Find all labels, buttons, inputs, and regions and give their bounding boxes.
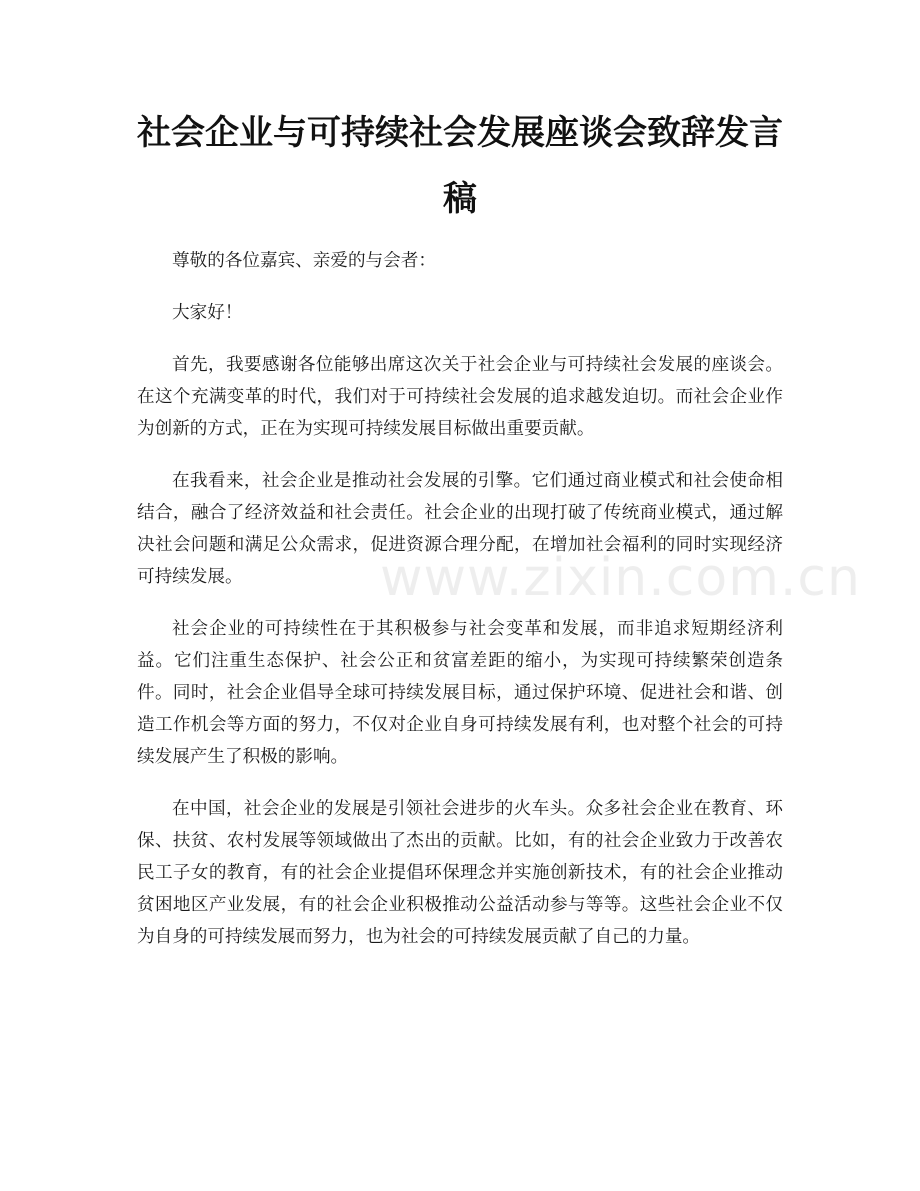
greeting: 大家好！ <box>172 303 243 323</box>
paragraph-sustainability: 社会企业的可持续性在于其积极参与社会变革和发展，而非追求短期经济利益。它们注重生态保护、社会公正和贫富差距的缩小，为实现可持续繁荣创造条件。同时，社会企业倡导全球可持续发展目标，通过保护环境、促进社会和谐、创造工作机会等方面的努力，不仅对企业自身可持续发展有利，也对整个社会的可持续发展产生了积极的影响。 <box>137 619 783 767</box>
paragraph-engine: 在我看来，社会企业是推动社会发展的引擎。它们通过商业模式和社会使命相结合，融合了经济效益和社会责任。社会企业的出现打破了传统商业模式，通过解决社会问题和满足公众需求，促进资源合理分配，在增加社会福利的同时实现经济可持续发展。 <box>137 471 783 587</box>
paragraph-china: 在中国，社会企业的发展是引领社会进步的火车头。众多社会企业在教育、环保、扶贫、农村发展等领域做出了杰出的贡献。比如，有的社会企业致力于改善农民工子女的教育，有的社会企业提倡环保理念并实施创新技术，有的社会企业推动贫困地区产业发展，有的社会企业积极推动公益活动参与等等。这些社会企业不仅为自身的可持续发展而努力，也为社会的可持续发展贡献了自己的力量。 <box>137 799 783 947</box>
document-body <box>137 245 783 973</box>
watermark: www.zixin.com.cn <box>380 548 861 608</box>
paragraph-introduction: 首先，我要感谢各位能够出席这次关于社会企业与可持续社会发展的座谈会。在这个充满变革的时代，我们对于可持续社会发展的追求越发迫切。而社会企业作为创新的方式，正在为实现可持续发展目标做出重要贡献。 <box>137 355 783 439</box>
document-title: 社会企业与可持续社会发展座谈会致辞发言稿 <box>137 113 783 219</box>
salutation: 尊敬的各位嘉宾、亲爱的与会者： <box>172 251 436 271</box>
